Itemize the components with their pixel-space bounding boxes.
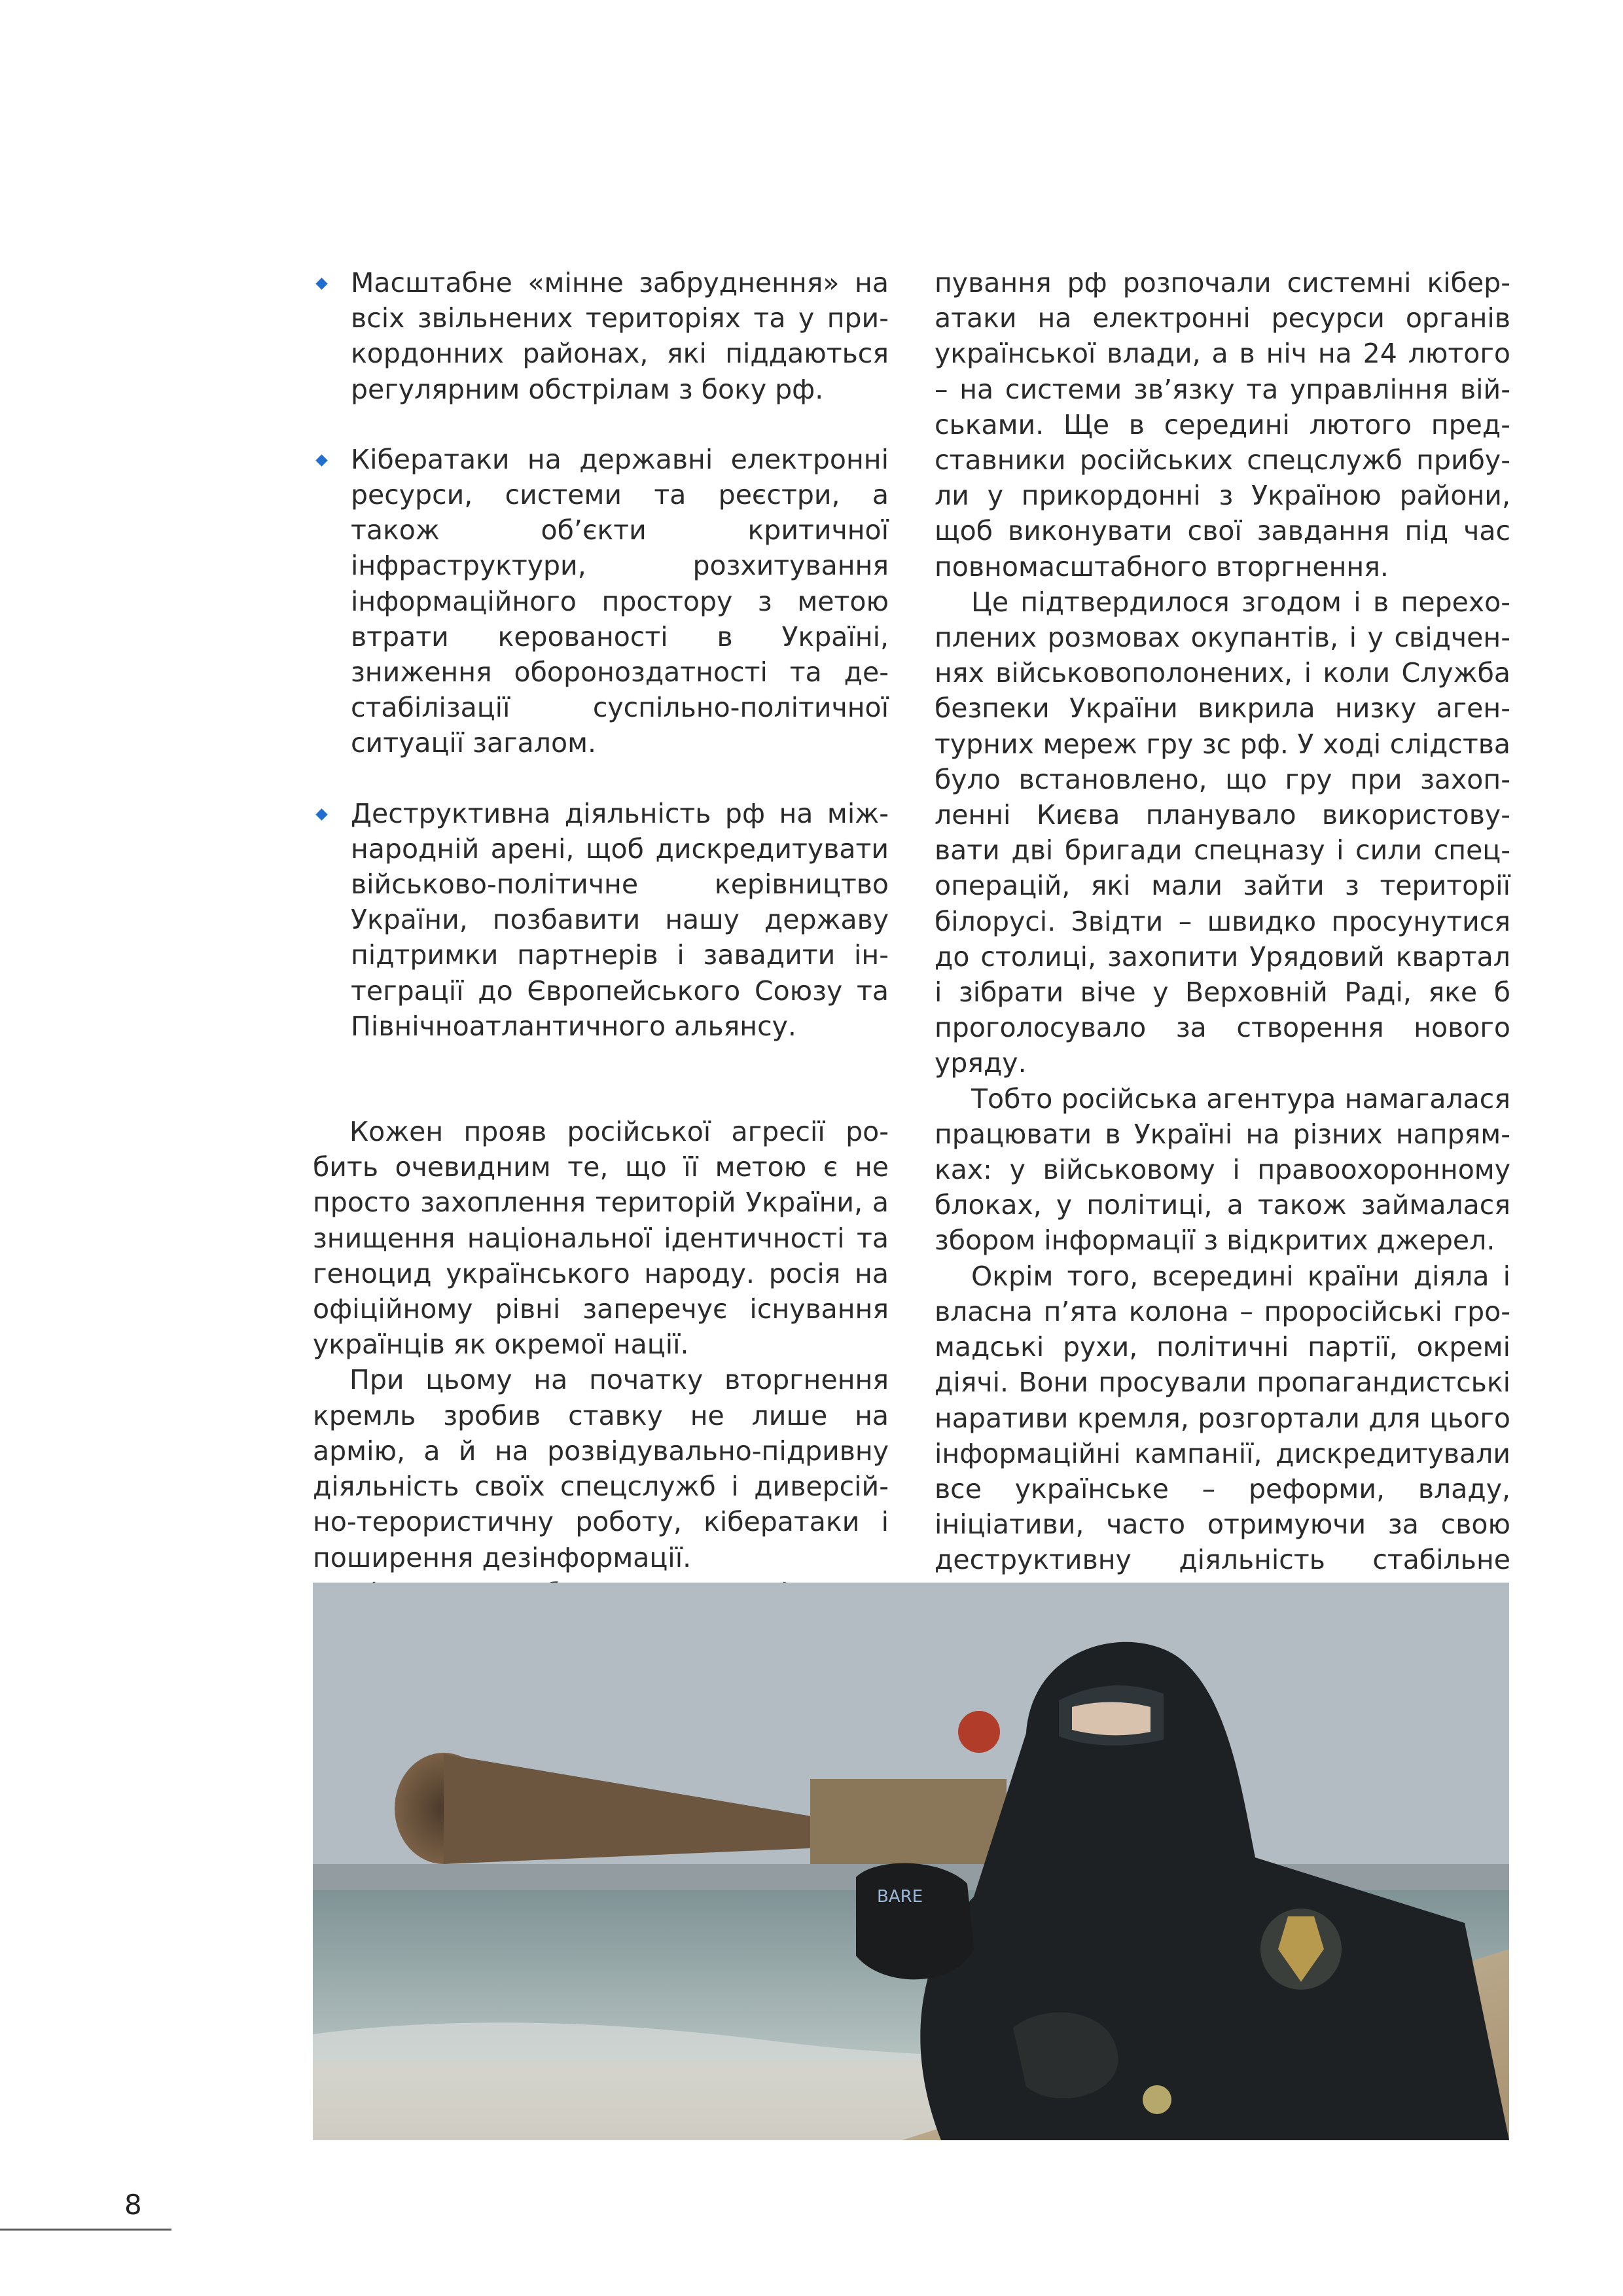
body-paragraph: Кожен прояв російської агресії робить очевидним те, що її метою є не просто захоплення територій України, а знищення національної ідентичності та геноцид українського народу. росія на офіційному рівні заперечує існування українців як окремої нації. [313,1116,889,1361]
body-paragraph: При цьому на початку вторгнення кремль зробив ставку не лише на армію, а й на розвідувально-підривну діяльність своїх спецслужб і диверсійно-терористичну роботу, кібератаки і поширення дезінформації. [313,1364,889,1573]
footer-rule [0,2229,171,2231]
photo-illustration [313,1583,1509,2140]
bullet-list [313,265,889,1044]
left-column [313,265,889,1646]
bullet-text: Кібератаки на державні електронні ресурси, системи та реєстри, а також об’єкти критичної інфраструктури, розхитування інформаційного простору з метою втрати керованості в Україні, зниження обороноздатності та дестабілізації суспільно-політичної ситуації загалом. [351,443,889,759]
bullet-item [313,265,889,407]
bullet-item [313,796,889,1044]
body-paragraph-continued: пування рф розпочали системні кібератаки на електронні ресурси органів української влади, а в ніч на 24 лютого – на системи зв’язку та управління військами. Ще в середині лютого представники російських спецслужб прибули у прикордонні з Україною райони, щоб виконувати свої завдання під час повномасштабного вторгнення. [935,267,1510,583]
diamond-bullet-icon [315,808,327,820]
bullet-item [313,442,889,761]
body-paragraph: Тобто російська агентура намагалася працювати в Україні на різних напрямках: у військовому і правоохоронному блоках, у політиці, а також займалася збором інформації з відкритих джерел. [935,1083,1510,1257]
body-paragraph: Це підтвердилося згодом і в перехоплених розмовах окупантів, і у свідченнях військовополонених, і коли Служба безпеки України викрила низку агентурних мереж гру зс рф. У ході слідства було встановлено, що гру при захопленні Києва планувало використовувати дві бригади спецназу і сили спецоперацій, які мали зайти з території білорусі. Звідти – швидко просунутися до столиці, захопити Урядовий квартал і зібрати віче у Верховній Раді, яке б проголосувало за створення нового уряду. [935,586,1510,1079]
body-paragraph: Окрім того, всередині країни діяла і власна п’ята колона – проросійські громадські рухи, політичні партії, окремі діячі. Вони просували пропагандистські наративи кремля, розгортали для цього інформаційні кампанії, дискредитували все українське – реформи, владу, ініціативи, часто отримуючи за свою деструктивну діяльність стабільне [935,1260,1510,1576]
bullet-text: Деструктивна діяльність рф на міжнародній арені, щоб дискредитувати військово-політичне керівництво України, позбавити нашу державу підтримки партнерів і завадити інтеграції до Європейського Союзу та Північноатлантичного альянсу. [351,797,889,1042]
soldier-photo [313,1583,1509,2140]
diamond-bullet-icon [315,454,327,466]
glove-brand-text: BARE [877,1887,923,1907]
bullet-text: Масштабне «мінне забруднення» на всіх звільнених територіях та у прикордонних районах, які піддаються регулярним обстрілам з боку рф. [351,267,889,405]
right-column [935,265,1510,1613]
page-number: 8 [124,2189,142,2221]
diamond-bullet-icon [315,278,327,289]
spacer [313,1079,889,1114]
